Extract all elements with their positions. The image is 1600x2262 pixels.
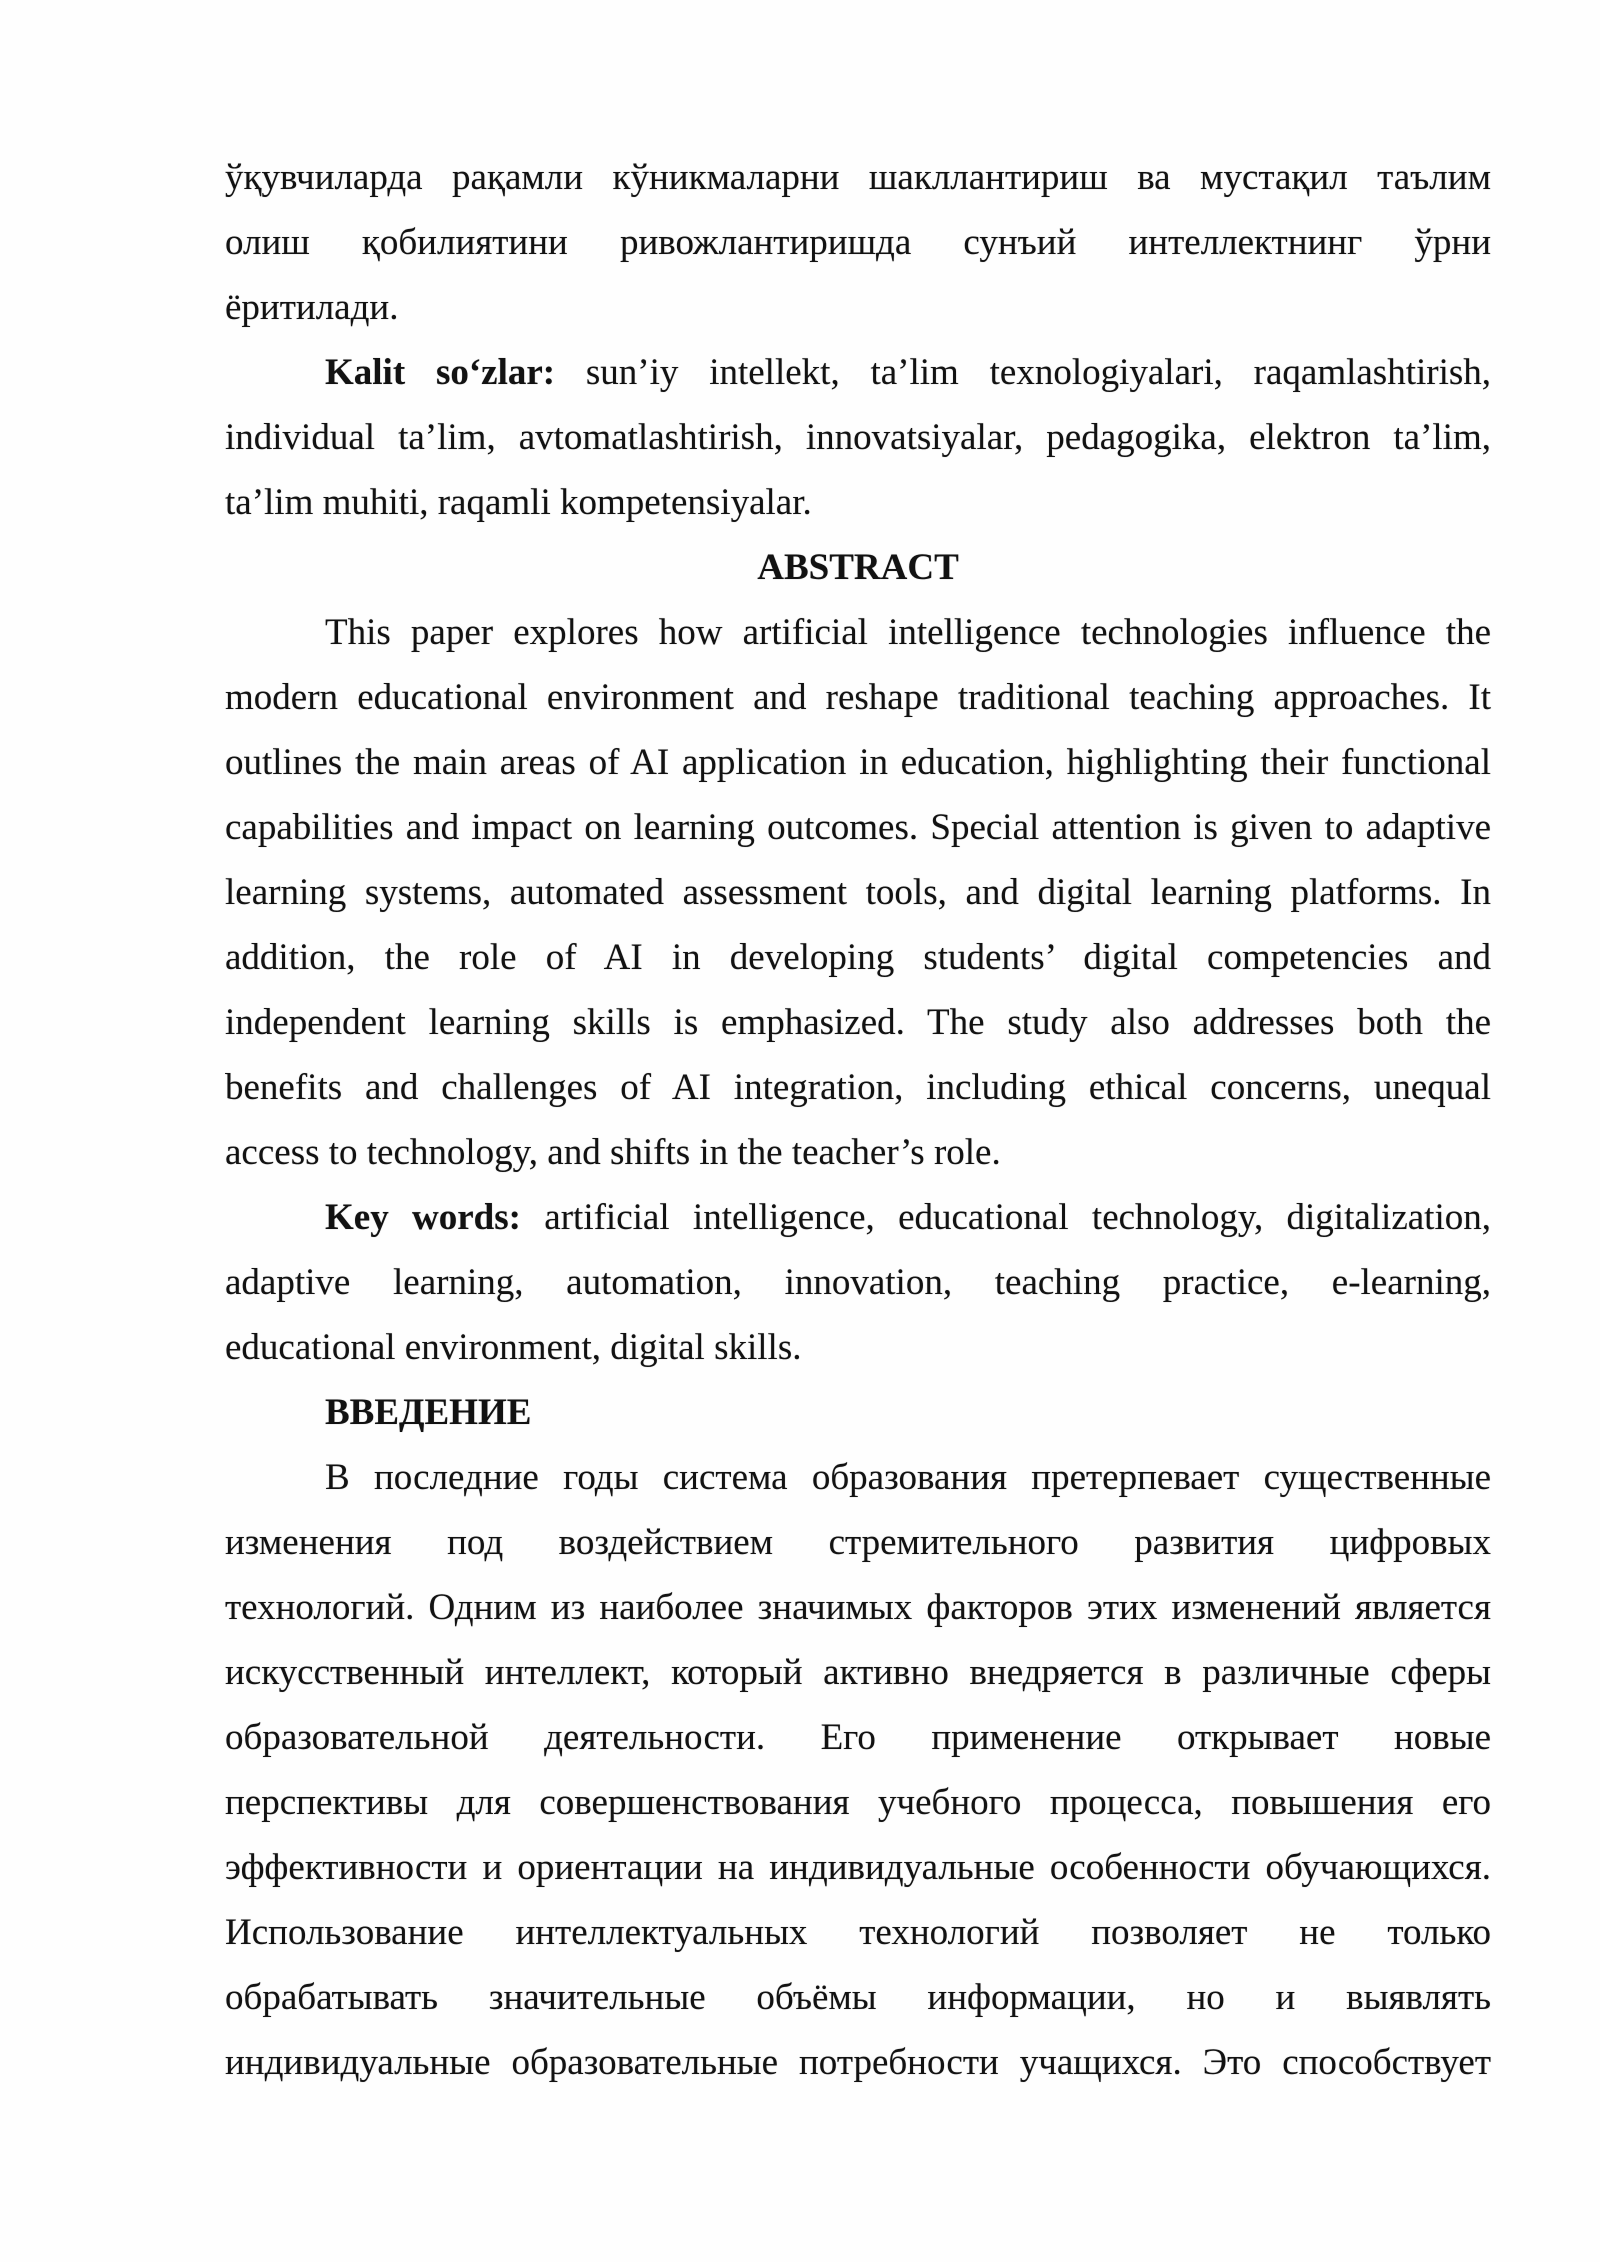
text-line: перспективы для совершенствования учебного процесса, повышения его <box>225 1782 1491 1823</box>
text-line: ta’lim muhiti, raqamli kompetensiyalar. <box>225 482 812 523</box>
text-line: benefits and challenges of AI integration, including ethical concerns, unequal <box>225 1067 1491 1108</box>
abstract-paragraph <box>225 600 1491 1185</box>
text-line: технологий. Одним из наиболее значимых факторов этих изменений является <box>225 1587 1491 1628</box>
text-line: искусственный интеллект, который активно внедряется в различные сферы <box>225 1652 1491 1693</box>
text-line: This paper explores how artificial intelligence technologies influence the <box>325 612 1491 653</box>
text-line: Kalit so‘zlar: sun’iy intellekt, ta’lim texnologiyalari, raqamlashtirish, <box>325 352 1492 393</box>
abstract-heading-text: ABSTRACT <box>757 547 959 588</box>
text-line: individual ta’lim, avtomatlashtirish, innovatsiyalar, pedagogika, elektron ta’lim, <box>225 417 1491 458</box>
text-line: ўқувчиларда рақамли кўникмаларни шакллантириш ва мустақил таълим <box>225 157 1491 198</box>
bold-label: Kalit so‘zlar: <box>325 352 556 393</box>
text-line: обрабатывать значительные объёмы информации, но и выявлять <box>225 1977 1491 2018</box>
text-line: олиш қобилиятини ривожлантиришда сунъий интеллектнинг ўрни <box>225 222 1491 263</box>
text-line: addition, the role of AI in developing students’ digital competencies and <box>225 937 1491 978</box>
text-block <box>225 145 1491 2095</box>
text-line: индивидуальные образовательные потребности учащихся. Это способствует <box>225 2042 1491 2083</box>
text-line: modern educational environment and reshape traditional teaching approaches. It <box>225 677 1491 718</box>
introduction-paragraph <box>225 1445 1491 2095</box>
text-line: learning systems, automated assessment tools, and digital learning platforms. In <box>225 872 1491 913</box>
vvedenie-heading <box>225 1380 1491 1445</box>
text-line: independent learning skills is emphasized. The study also addresses both the <box>225 1002 1491 1043</box>
text-line: educational environment, digital skills. <box>225 1327 802 1368</box>
text-line: образовательной деятельности. Его применение открывает новые <box>225 1717 1491 1758</box>
kalit-sozlar <box>225 340 1491 535</box>
text-line: access to technology, and shifts in the teacher’s role. <box>225 1132 1001 1173</box>
text-line: изменения под воздействием стремительного развития цифровых <box>225 1522 1491 1563</box>
text-line: outlines the main areas of AI application in education, highlighting their functional <box>225 742 1491 783</box>
abstract-heading <box>225 535 1491 600</box>
text-line: ёритилади. <box>225 287 399 328</box>
text-line: adaptive learning, automation, innovation, teaching practice, e-learning, <box>225 1262 1491 1303</box>
text-line: эффективности и ориентации на индивидуальные особенности обучающихся. <box>225 1847 1491 1888</box>
key-words <box>225 1185 1491 1380</box>
uzbek-annotation-continued <box>225 145 1491 340</box>
text-line: Key words: artificial intelligence, educational technology, digitalization, <box>325 1197 1491 1238</box>
text-line: В последние годы система образования претерпевает существенные <box>325 1457 1491 1498</box>
text-line: Использование интеллектуальных технологий позволяет не только <box>225 1912 1491 1953</box>
bold-label: Key words: <box>325 1197 521 1238</box>
text-line: capabilities and impact on learning outcomes. Special attention is given to adaptive <box>225 807 1491 848</box>
vvedenie-heading-text: ВВЕДЕНИЕ <box>325 1392 532 1433</box>
